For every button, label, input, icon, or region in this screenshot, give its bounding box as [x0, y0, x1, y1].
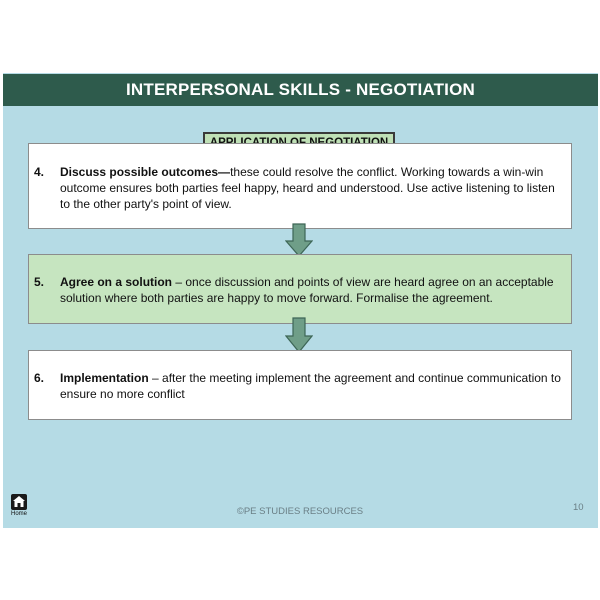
- home-label: Home: [10, 511, 27, 517]
- step-heading: Agree on a solution: [60, 275, 173, 289]
- step-text: [60, 370, 561, 402]
- step-body: these could resolve the conflict. Working towards a win-win outcome ensures both parties feel happy, heard and understood. Use active listening to listen to the other party's point of view.: [60, 165, 555, 211]
- step-number: 5.: [34, 275, 45, 289]
- title-bar: [3, 74, 598, 106]
- step-heading: Implementation: [60, 371, 149, 385]
- down-arrow-icon: [285, 223, 313, 257]
- step-box-6: [28, 350, 572, 420]
- page-number: 10: [573, 502, 584, 513]
- step-text: [60, 274, 561, 306]
- footer-copyright: ©PE STUDIES RESOURCES: [236, 506, 364, 517]
- step-number: 6.: [34, 371, 45, 385]
- step-heading: Discuss possible outcomes—: [60, 165, 231, 179]
- step-body: – after the meeting implement the agreement and continue communication to ensure no more conflict: [60, 371, 561, 401]
- page-title: INTERPERSONAL SKILLS - NEGOTIATION: [125, 80, 476, 99]
- step-box-5: [28, 254, 572, 324]
- step-text: [60, 164, 561, 212]
- step-box-4: [28, 143, 572, 229]
- step-number: 4.: [34, 165, 45, 179]
- step-body: – once discussion and points of view are heard agree on an acceptable solution where both parties are happy to move forward. Formalise the agreement.: [60, 275, 554, 305]
- down-arrow-icon: [285, 317, 313, 353]
